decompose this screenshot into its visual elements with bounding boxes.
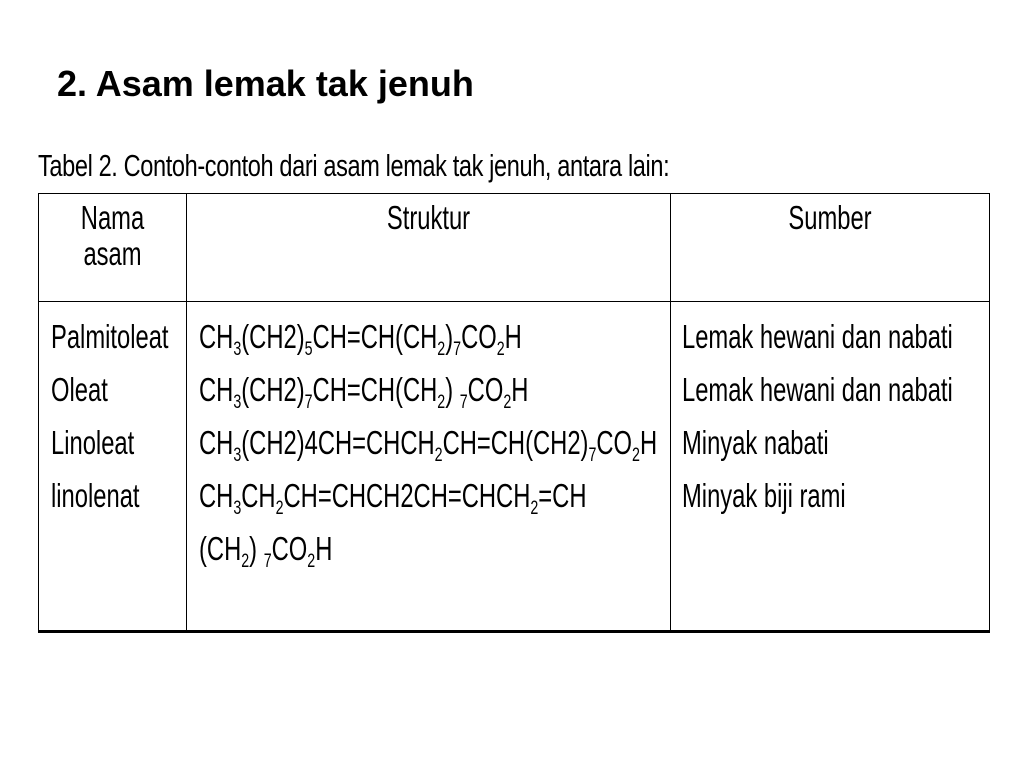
table-header-row [39, 194, 990, 302]
fatty-acid-table [38, 193, 990, 633]
header-sumber: Sumber [671, 194, 990, 302]
cell-structures [187, 302, 671, 632]
acid-name: Oleat [51, 371, 108, 408]
acid-name: linolenat [51, 477, 140, 514]
slide-title: 2. Asam lemak tak jenuh [57, 63, 474, 104]
acid-source: Lemak hewani dan nabati [682, 371, 953, 408]
cell-sources [671, 302, 990, 632]
header-struktur: Struktur [187, 194, 671, 302]
structures-list [199, 310, 657, 575]
acid-name: Palmitoleat [51, 318, 169, 355]
table-body-row [39, 302, 990, 632]
header-nama-asam [39, 194, 187, 302]
header-nama-line1: Nama [80, 199, 145, 236]
acid-structure: $CH_3(CH2)_5CH=CH(CH_2)_7CO_2H$ [199, 318, 522, 360]
acid-structure: $CH_3(CH2)4CH=CHCH_2CH=CH(CH2)_7CO_2H$ [199, 424, 658, 466]
acid-structure: $CH_3CH_2CH=CHCH2CH=CHCH_2=CH$ [199, 477, 587, 519]
sources-list [682, 310, 953, 522]
acid-structure: $(CH_2)$ $_7CO_2H$ [199, 530, 333, 572]
names-list [51, 310, 169, 522]
acid-source: Minyak biji rami [682, 477, 846, 514]
acid-structure: $CH_3(CH2)_7CH=CH(CH_2)$ $_7CO_2H$ [199, 371, 529, 413]
table-caption: Tabel 2. Contoh-contoh dari asam lemak tak jenuh, antara lain: [38, 148, 670, 183]
acid-source: Lemak hewani dan nabati [682, 318, 953, 355]
header-nama-line2: asam [83, 235, 142, 272]
acid-source: Minyak nabati [682, 424, 829, 461]
cell-names [39, 302, 187, 632]
acid-name: Linoleat [51, 424, 135, 461]
fatty-acid-table-container [38, 193, 990, 633]
